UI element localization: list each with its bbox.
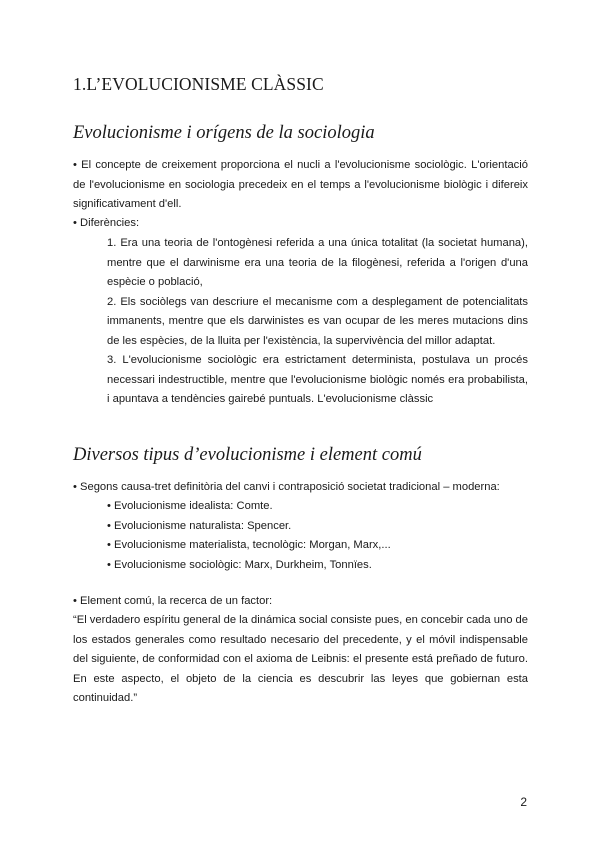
- section-title-origins: Evolucionisme i orígens de la sociologia: [73, 123, 375, 143]
- intro-paragraph: • El concepte de creixement proporciona el nucli a l'evolucionisme sociològic. L'orientació de l'evolucionisme en sociologia precedeix en el temps a l'evolucionisme biològic i difereix significativament d'ell.: [73, 159, 528, 210]
- types-intro: • Segons causa-tret definitòria del canvi i contraposició societat tradicional – moderna:: [73, 481, 500, 493]
- common-element-label: • Element comú, la recerca de un factor:: [73, 595, 273, 607]
- difference-item: 1. Era una teoria de l'ontogènesi referida a una única totalitat (la societat humana), mentre que el darwinisme era una teoria de la filogènesi, referida a l'origen d'una espècie o població,: [107, 237, 528, 288]
- difference-item: 2. Els sociòlegs van descriure el mecanisme com a desplegament de potencialitats immanents, mentre que els darwinistes es van ocupar de les meres mutacions dins de les espècies, de la lluita per l'existència, la supervivència del millor adaptat.: [107, 295, 528, 347]
- type-item: • Evolucionisme idealista: Comte.: [107, 500, 273, 512]
- type-item: • Evolucionisme materialista, tecnològic: Morgan, Marx,...: [107, 539, 391, 551]
- types-list: [107, 497, 528, 575]
- differences-list: [107, 234, 528, 410]
- difference-item: 3. L'evolucionisme sociològic era estrictament determinista, postulava un procés necessari indestructible, mentre que l'evolucionisme biològic només era probabilista, i apuntava a tendències gairebé puntuals. L'evolucionisme clàssic: [107, 354, 528, 405]
- chapter-heading: 1.L’EVOLUCIONISME CLÀSSIC: [73, 74, 324, 94]
- quote-paragraph: “El verdadero espíritu general de la dinámica social consiste pues, en concebir cada uno de los estados generales como resultado necesario del precedente, y el móvil indispensable del siguiente, de conformidad con el axioma de Leibnis: el presente está preñado de futuro. En este aspecto, el objeto de la ciencia es descubrir las leyes que gobiernan esta continuidad.”: [73, 614, 528, 704]
- page-number: 2: [520, 795, 527, 809]
- differences-label: • Diferències:: [73, 217, 140, 229]
- type-item: • Evolucionisme sociològic: Marx, Durkheim, Tonnïes.: [107, 558, 372, 571]
- type-item: • Evolucionisme naturalista: Spencer.: [107, 519, 292, 532]
- section-title-types: Diversos tipus d’evolucionisme i element comú: [73, 445, 422, 465]
